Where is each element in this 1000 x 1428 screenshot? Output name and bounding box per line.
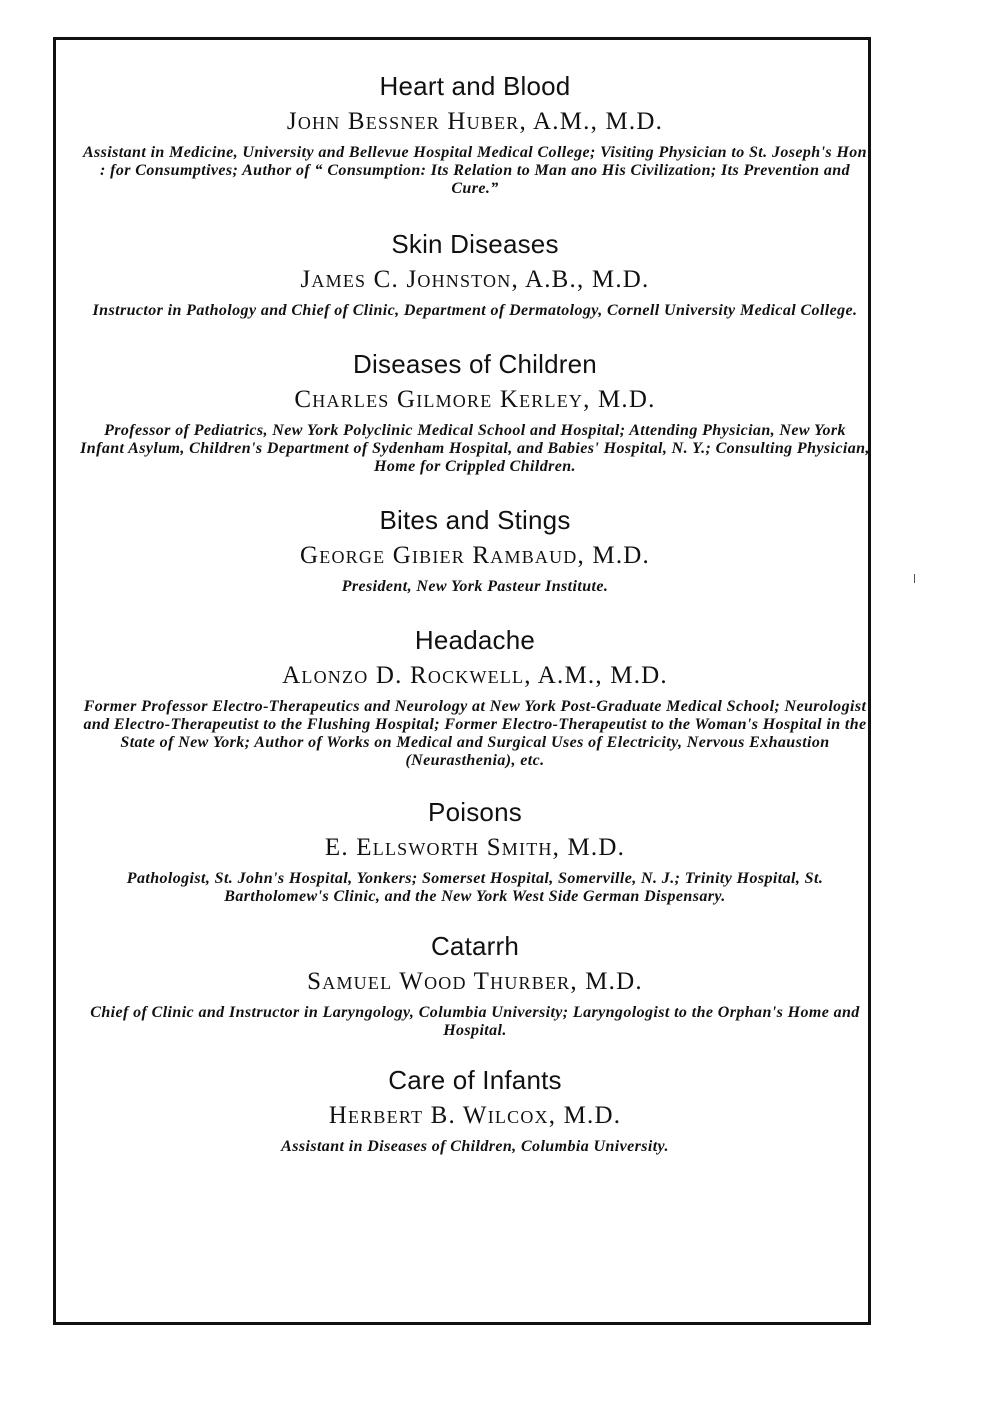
contributor-entry: [66, 70, 884, 198]
topic-heading: Skin Diseases: [391, 229, 559, 259]
contributor-name: John Bessner Huber, A.M., M.D.: [286, 108, 664, 135]
contributor-entry: [66, 228, 884, 320]
topic-heading: Diseases of Children: [353, 349, 597, 379]
contributor-name: E. Ellsworth Smith, M.D.: [324, 834, 626, 861]
contributor-name: Alonzo D. Rockwell, A.M., M.D.: [282, 662, 668, 689]
topic-heading: Care of Infants: [388, 1065, 562, 1095]
contributor-credentials: Assistant in Diseases of Children, Columbia University.: [281, 1138, 669, 1155]
contributor-credentials: Former Professor Electro-Therapeutics and Neurology at New York Post-Graduate Medical School; Neurologist and Electro-Therapeutist to the Flushing Hospital; Former Electro-Therapeutist to the Woman's Hospital in the State of New York; Author of Works on Medical and Surgical Uses of Electricity, Nervous Exhaustion (Neurasthenia), etc.: [83, 698, 867, 769]
contributor-name: Charles Gilmore Kerley, M.D.: [294, 386, 656, 413]
contributor-credentials: Chief of Clinic and Instructor in Laryngology, Columbia University; Laryngologist to the Orphan's Home and Hospital.: [90, 1004, 860, 1039]
topic-heading: Headache: [414, 625, 536, 655]
contributor-credentials: President, New York Pasteur Institute.: [341, 578, 609, 595]
contributor-credentials: Instructor in Pathology and Chief of Clinic, Department of Dermatology, Cornell University Medical College.: [92, 302, 858, 319]
contributor-entry: [66, 348, 884, 476]
contributor-name: James C. Johnston, A.B., M.D.: [300, 266, 650, 293]
contributor-entry: [66, 504, 884, 596]
topic-heading: Heart and Blood: [379, 71, 571, 101]
contributor-credentials: Professor of Pediatrics, New York Polyclinic Medical School and Hospital; Attending Physician, New York Infant Asylum, Children's Department of Sydenham Hospital, and Babies' Hospital, N. Y.; Consulting Physician, Home for Crippled Children.: [80, 422, 870, 475]
topic-heading: Catarrh: [430, 931, 520, 961]
contributor-name: Herbert B. Wilcox, M.D.: [328, 1102, 622, 1129]
contributor-entry: [66, 930, 884, 1040]
stray-ink-mark: [914, 574, 915, 583]
contributor-entry: [66, 624, 884, 770]
topic-heading: Poisons: [428, 797, 522, 827]
contributor-name: Samuel Wood Thurber, M.D.: [307, 968, 643, 995]
contributor-credentials: Assistant in Medicine, University and Bellevue Hospital Medical College; Visiting Physician to St. Joseph's Hon : for Consumptives; Author of “ Consumption: Its Relation to Man ano His Civilization; Its Prevention and Cure.”: [82, 144, 867, 197]
contributor-entry: [66, 796, 884, 906]
contributor-entry: [66, 1064, 884, 1156]
contributor-credentials: Pathologist, St. John's Hospital, Yonkers; Somerset Hospital, Somerville, N. J.; Trinity Hospital, St. Bartholomew's Clinic, and the New York West Side German Dispensary.: [126, 870, 824, 905]
contributor-name: George Gibier Rambaud, M.D.: [300, 542, 650, 569]
topic-heading: Bites and Stings: [379, 505, 571, 535]
contributor-list: [66, 70, 884, 1156]
